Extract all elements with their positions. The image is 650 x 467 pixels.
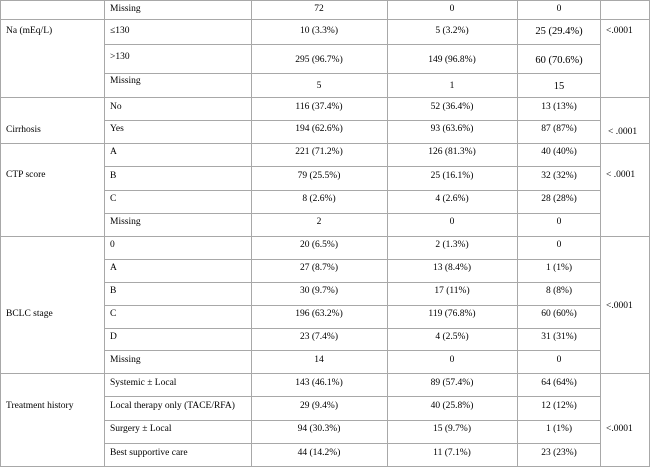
- count-cell: 52 (36.4%): [430, 102, 474, 112]
- p-value: < .0001: [606, 170, 636, 180]
- count-cell: 25 (16.1%): [430, 171, 474, 181]
- count-cell: 1 (1%): [545, 263, 573, 273]
- p-value: <.0001: [606, 301, 633, 311]
- count-cell: 40 (40%): [541, 147, 577, 157]
- level-label: C: [110, 194, 117, 204]
- count-cell: 23 (23%): [541, 448, 577, 458]
- level-label: A: [110, 147, 117, 157]
- p-value: < .0001: [608, 127, 638, 137]
- count-cell: 2: [316, 217, 322, 227]
- count-cell: 89 (57.4%): [430, 378, 474, 388]
- level-label: Best supportive care: [110, 448, 188, 458]
- level-label: Missing: [110, 355, 141, 365]
- count-cell: 60 (70.6%): [535, 55, 583, 66]
- count-cell: 14: [314, 355, 324, 365]
- count-cell: 196 (63.2%): [295, 309, 343, 319]
- group-label: BCLC stage: [6, 309, 53, 319]
- count-cell: 13 (13%): [541, 102, 577, 112]
- level-label: ≤130: [110, 26, 130, 36]
- p-value: <.0001: [606, 26, 633, 36]
- count-cell: 28 (28%): [541, 194, 577, 204]
- count-cell: 15 (9.7%): [433, 424, 471, 434]
- count-cell: 27 (8.7%): [300, 263, 338, 273]
- count-cell: 44 (14.2%): [297, 448, 341, 458]
- level-label: Missing: [110, 217, 141, 227]
- p-value: <.0001: [606, 424, 633, 434]
- count-cell: 64 (64%): [541, 378, 577, 388]
- count-cell: 0: [556, 240, 562, 250]
- level-label: Surgery ± Local: [110, 424, 172, 434]
- count-cell: 4 (2.6%): [435, 194, 469, 204]
- level-label: No: [110, 102, 122, 112]
- level-label: >130: [110, 52, 130, 62]
- count-cell: 119 (76.8%): [428, 309, 476, 319]
- level-label: 0: [110, 240, 115, 250]
- count-cell: 23 (7.4%): [300, 332, 338, 342]
- count-cell: 30 (9.7%): [300, 286, 338, 296]
- group-label: Cirrhosis: [6, 125, 41, 135]
- count-cell: 72: [314, 4, 324, 14]
- count-cell: 25 (29.4%): [535, 26, 583, 37]
- count-cell: 0: [449, 217, 455, 227]
- count-cell: 94 (30.3%): [297, 424, 341, 434]
- count-cell: 5: [316, 81, 322, 91]
- level-label: B: [110, 171, 117, 181]
- count-cell: 0: [449, 4, 455, 14]
- count-cell: 87 (87%): [541, 124, 577, 134]
- count-cell: 12 (12%): [541, 401, 577, 411]
- level-label: Systemic ± Local: [110, 378, 177, 388]
- level-label: A: [110, 263, 117, 273]
- count-cell: 295 (96.7%): [295, 55, 343, 65]
- group-label: CTP score: [6, 170, 46, 180]
- count-cell: 126 (81.3%): [428, 147, 476, 157]
- count-cell: 8 (8%): [545, 286, 573, 296]
- count-cell: 15: [553, 81, 565, 92]
- level-label: Yes: [110, 124, 124, 134]
- count-cell: 116 (37.4%): [295, 102, 343, 112]
- count-cell: 29 (9.4%): [300, 401, 338, 411]
- level-label: C: [110, 309, 117, 319]
- count-cell: 2 (1.3%): [435, 240, 469, 250]
- level-label: Local therapy only (TACE/RFA): [110, 401, 235, 411]
- count-cell: 10 (3.3%): [300, 26, 338, 36]
- count-cell: 13 (8.4%): [433, 263, 471, 273]
- count-cell: 0: [556, 355, 562, 365]
- count-cell: 31 (31%): [541, 332, 577, 342]
- count-cell: 17 (11%): [434, 286, 470, 296]
- count-cell: 20 (6.5%): [300, 240, 338, 250]
- count-cell: 32 (32%): [541, 171, 577, 181]
- count-cell: 8 (2.6%): [302, 194, 336, 204]
- group-label: Na (mEq/L): [6, 26, 53, 36]
- count-cell: 0: [556, 4, 562, 14]
- count-cell: 40 (25.8%): [430, 401, 474, 411]
- count-cell: 79 (25.5%): [297, 171, 341, 181]
- count-cell: 143 (46.1%): [295, 378, 343, 388]
- count-cell: 5 (3.2%): [435, 26, 469, 36]
- count-cell: 149 (96.8%): [428, 55, 476, 65]
- count-cell: 4 (2.5%): [435, 332, 469, 342]
- level-label: B: [110, 286, 117, 296]
- count-cell: 11 (7.1%): [433, 448, 471, 458]
- count-cell: 194 (62.6%): [295, 124, 343, 134]
- level-label: D: [110, 332, 117, 342]
- count-cell: 0: [449, 355, 455, 365]
- count-cell: 221 (71.2%): [295, 147, 343, 157]
- count-cell: 60 (60%): [541, 309, 577, 319]
- level-label: Missing: [110, 4, 141, 14]
- level-label: Missing: [110, 76, 141, 86]
- count-cell: 1: [449, 81, 455, 91]
- count-cell: 1 (1%): [545, 424, 573, 434]
- count-cell: 93 (63.6%): [430, 124, 474, 134]
- group-label: Treatment history: [6, 401, 74, 411]
- count-cell: 0: [556, 217, 562, 227]
